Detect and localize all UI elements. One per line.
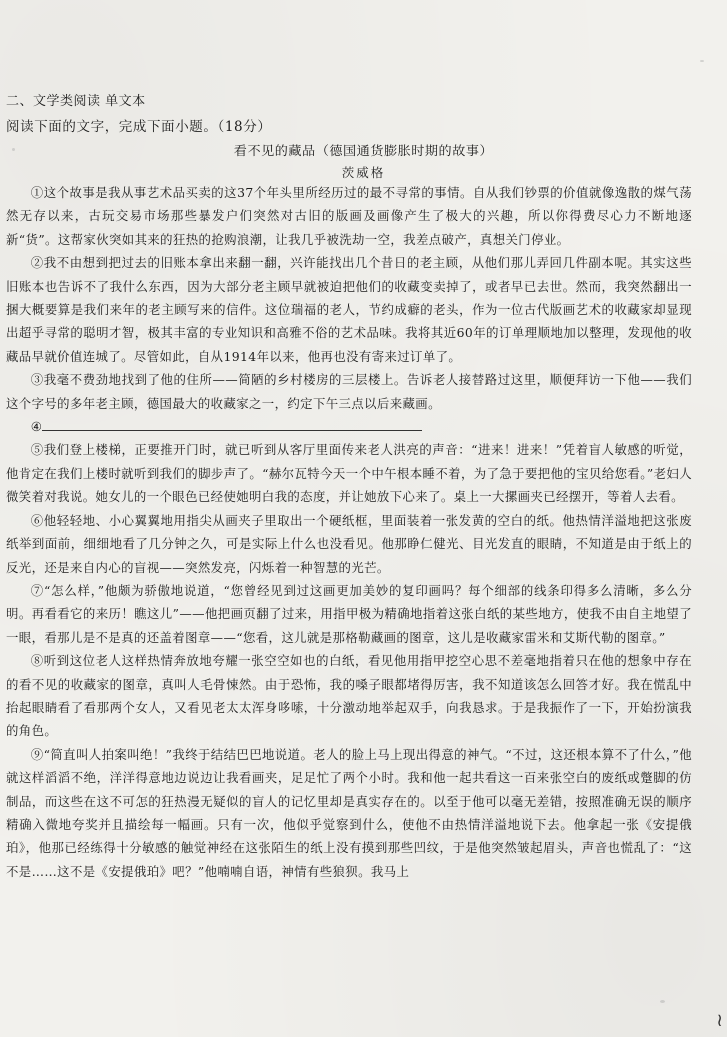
scan-speck bbox=[660, 1000, 665, 1003]
paragraph-9: ⑨“简直叫人拍案叫绝！”我终于结结巴巴地说道。老人的脸上马上现出得意的神气。“不过，这还根本算不了什么，”他就这样滔滔不绝，洋洋得意地边说边让我看画夹，足足忙了两个小时。我和他一起共看这一百来张空白的废纸或蹩脚的仿制品，而这些在这不可怎的狂热漫无疑似的盲人的记忆里却是真实存在的。以至于他可以毫无差错，按照准确无误的顺序精确入微地夸奖并且描绘每一幅画。只有一次，他似乎觉察到什么，使他不由热情洋溢地说下去。他拿起一张《安提俄珀》，他那已经练得十分敏感的触觉神经在这张陌生的纸上没有摸到那些凹纹，于是他突然皱起眉头，声音也慌乱了：“这不是……这不是《安提俄珀》吧？”他喃喃自语，神情有些狼狈。我马上 bbox=[6, 746, 692, 879]
paragraph-1: ①这个故事是我从事艺术品买卖的这37个年头里所经历过的最不寻常的事情。自从我们钞票的价值就像逸散的煤气荡然无存以来，古玩交易市场那些暴发户们突然对古旧的版画及画像产生了极大的兴趣，所以你得费尽心力不断地逐新“货”。这帮家伙突如其来的狂热的抢购浪潮，让我几乎被洗劫一空，我差点破产，真想关门停业。 bbox=[6, 185, 692, 247]
reading-instructions: 阅读下面的文字，完成下面小题。（18分） bbox=[6, 119, 272, 135]
scan-speck bbox=[700, 60, 704, 62]
paragraph-2: ②我不由想到把过去的旧账本拿出来翻一翻，兴许能找出几个昔日的老主顾，从他们那儿弄回几件副本呢。其实这些旧账本也告诉不了我什么东西，因为大部分老主顾早就被迫把他们的收藏变卖掉了，或者早已去世。然而，我突然翻出一捆大概要算是我们来年的老主顾写来的信件。这位瑞福的老人，节约成癖的老头，作为一位古代版画艺术的收藏家却显现出超乎寻常的聪明才智，极其丰富的专业知识和高雅不俗的艺术品味。我将其近60年的订单理顺地加以整理，发现他的收藏品早就价值连城了。尽管如此，自从1914年以来，他再也没有寄来过订单了。 bbox=[6, 255, 692, 364]
paragraph-5: ⑤我们登上楼梯，正要推开门时，就已听到从客厅里面传来老人洪亮的声音：“进来！进来！”凭着盲人敏感的听觉，他肯定在我们上楼时就听到我们的脚步声了。“赫尔瓦特今天一个中午根本睡不着，为了急于要把他的宝贝给您看。”老妇人微笑着对我说。她女儿的一个眼色已经使她明白我的态度，并让她放下心来了。桌上一大摞画夹已经摆开，等着人去看。 bbox=[6, 442, 692, 505]
paragraph-6: ⑥他轻轻地、小心翼翼地用指尖从画夹子里取出一个硬纸框，里面装着一张发黄的空白的纸。他热情洋溢地把这张废纸举到面前，细细地看了几分钟之久，可是实际上什么也没看见。他那睁仁健光、目光发直的眼睛，不知道是由于纸上的反光，还是来自内心的盲视——突然发亮，闪烁着一种智慧的光芒。 bbox=[6, 512, 692, 575]
page-corner-mark: ≀ bbox=[716, 1010, 723, 1031]
story-author: 茨威格 bbox=[341, 165, 386, 180]
paragraph-3: ③我毫不费劲地找到了他的住所——简陋的乡村楼房的三层楼上。告诉老人接替路过这里，顺便拜访一下他——我们这个字号的多年老主顾，德国最大的收藏家之一，约定下午三点以后来藏画。 bbox=[6, 372, 692, 411]
paragraph-8: ⑧听到这位老人这样热情奔放地夸耀一张空空如也的白纸，看见他用指甲挖空心思不差毫地指着只在他的想象中存在的看不见的收藏家的图章，真叫人毛骨悚然。由于恐怖，我的嗓子眼都堵得厉害，我不知道该怎么回答才好。我在慌乱中抬起眼睛看了看那两个女人，又看见老太太浑身哆嗦，十分激动地举起双手，向我恳求。于是我振作了一下，开始扮演我的角色。 bbox=[6, 653, 692, 739]
fill-in-blank-line bbox=[42, 416, 422, 431]
paragraph-4-blank bbox=[6, 415, 692, 438]
scan-speck bbox=[12, 148, 15, 151]
story-body bbox=[6, 181, 692, 883]
paragraph-4-number: ④ bbox=[30, 419, 43, 435]
story-title: 看不见的藏品（德国通货膨胀时期的故事） bbox=[233, 143, 494, 158]
paragraph-7: ⑦“怎么样，”他颇为骄傲地说道，“您曾经见到过这画更加美妙的复印画吗？每个细部的线条印得多么清晰，多么分明。再看看它的来历！瞧这儿”——他把画页翻了过来，用指甲极为精确地指着这张白纸的某些地方，使我不由自主地望了一眼，看那儿是不是真的还盖着图章——“您看，这儿就是那格勒藏画的图章，这儿是收藏家雷米和艾斯代勒的图章。” bbox=[6, 582, 692, 645]
section-title: 二、文学类阅读 单文本 bbox=[6, 94, 146, 109]
